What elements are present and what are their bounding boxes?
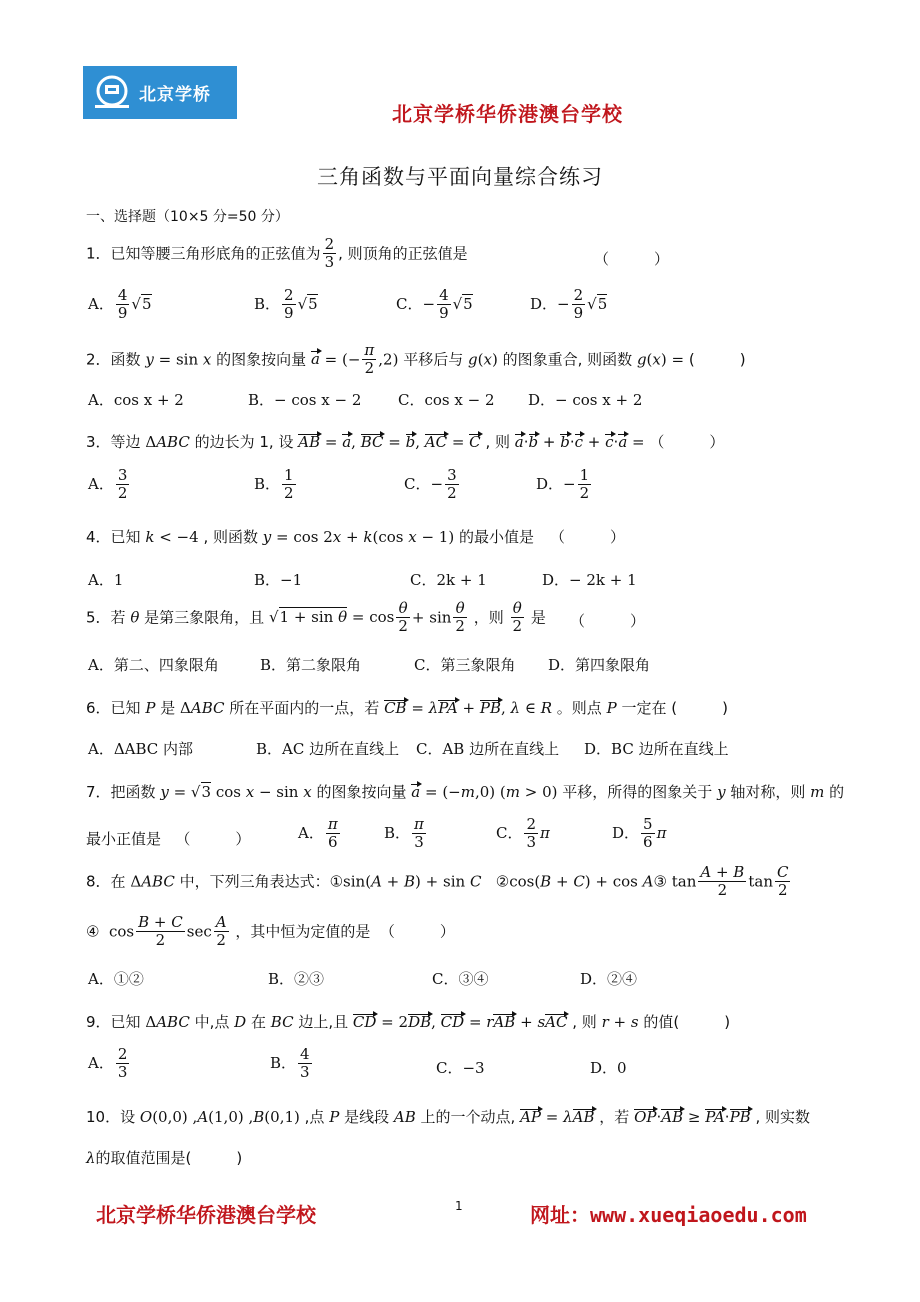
option-b: B． $\frac{2}{9}$ √5 [254,286,318,323]
option-a: A．ΔABC 内部 [88,740,194,758]
question-6: 6．已知 P 是 ΔABC 所在平面内的一点，若 CB = λPA + PB, λ ∈ R 。则点 P 一定在 ( ) [86,699,728,717]
question-9: 9．已知 ΔABC 中,点 D 在 BC 边上,且 CD = 2DB, CD = rAB + sAC , 则 r + s 的值( ) [86,1013,731,1031]
question-7-line2: 最小正值是 （ ） [86,830,251,848]
school-name-header: 北京学桥华侨港澳台学校 [392,102,623,126]
footer-school-name: 北京学桥华侨港澳台学校 [96,1203,316,1227]
option-a: A．cos x + 2 [88,391,184,409]
question-8: 8．在 ΔABC 中，下列三角表达式：①sin(A + B) + sin C ②cos(B + C) + cos A③ tan $\frac{A + B}{2}$ tan $\frac{C}{2}$ [86,863,789,900]
option-d: D．− 2k + 1 [542,571,637,589]
logo-text: 北京学桥 [139,85,211,105]
graduation-logo-icon [93,74,131,112]
option-c: C． $\frac{2}{3}$ π [496,815,550,852]
option-d: D．BC 边所在直线上 [584,740,729,758]
option-d: D．− $\frac{1}{2}$ [536,466,590,503]
option-a: A． $\frac{4}{9}$ √5 [88,286,152,323]
option-b: B．−1 [254,571,303,589]
option-c: C．− $\frac{4}{9}$ √5 [396,286,473,323]
option-b: B． $\frac{4}{3}$ [270,1045,310,1082]
question-3: 3．等边 ΔABC 的边长为 1, 设 AB = a, BC = b, AC = C , 则 a·b + b·c + c·a = （ ） [86,433,725,451]
question-1: 1．已知等腰三角形底角的正弦值为 $\frac{2}{3}$ , 则顶角的正弦值是 [86,235,468,272]
option-b: B．− cos x − 2 [248,391,362,409]
option-c: C．③④ [432,970,489,988]
option-c: C．−3 [436,1059,485,1077]
option-b: B．AC 边所在直线上 [256,740,400,758]
option-b: B．②③ [268,970,325,988]
option-d: D．②④ [580,970,638,988]
option-b: B．第二象限角 [260,656,362,674]
option-c: C．AB 边所在直线上 [416,740,560,758]
option-a: A．1 [88,571,124,589]
question-10: 10．设 O(0,0) ,A(1,0) ,B(0,1) ,点 P 是线段 AB 上的一个动点, AP = λAB ，若 OP·AB ≥ PA·PB , 则实数 [86,1108,811,1126]
footer-website: 网址：www.xueqiaoedu.com [530,1203,807,1227]
question-7: 7．把函数 y = √3 cos x − sin x 的图象按向量 a = (−m,0) (m > 0) 平移，所得的图象关于 y 轴对称，则 m 的 [86,783,845,801]
option-d: D．第四象限角 [548,656,651,674]
option-a: A．①② [88,970,144,988]
question-5: 5．若 θ 是第三象限角，且 √1 + sin θ = cos $\frac{\theta}{2}$ + sin $\frac{\theta}{2}$ ，则 $\frac{\theta}{2}$ 是 [86,599,546,636]
option-c: C．− $\frac{3}{2}$ [404,466,457,503]
question-2: 2．函数 y = sin x 的图象按向量 a = (− $\frac{\pi}{2}$ ,2) 平移后与 g(x) 的图象重合, 则函数 g(x) = ( ) [86,341,746,378]
option-b: B． $\frac{\pi}{3}$ [384,815,424,852]
answer-paren: （ ） [594,250,670,268]
page-title: 三角函数与平面向量综合练习 [317,165,603,189]
option-a: A． $\frac{\pi}{6}$ [298,815,338,852]
option-a: A．第二、四象限角 [88,656,219,674]
question-10-line2: λ的取值范围是( ) [86,1149,243,1167]
option-d: D．− cos x + 2 [528,391,643,409]
option-d: D．− $\frac{2}{9}$ √5 [530,286,608,323]
section-heading: 一、选择题（10×5 分=50 分） [86,209,289,225]
option-c: C．第三象限角 [414,656,516,674]
option-a: A． $\frac{2}{3}$ [88,1045,128,1082]
school-logo [83,66,237,119]
question-8-line2: ④ cos $\frac{B + C}{2}$ sec $\frac{A}{2}$ ，其中恒为定值的是 （ ） [86,913,455,950]
answer-paren: （ ） [570,612,646,630]
answer-paren: （ ） [550,528,626,546]
option-a: A． $\frac{3}{2}$ [88,466,128,503]
option-d: D．0 [590,1059,627,1077]
option-c: C．cos x − 2 [398,391,495,409]
option-d: D． $\frac{5}{6}$ π [612,815,667,852]
question-4: 4．已知 k < −4 , 则函数 y = cos 2x + k(cos x − 1) 的最小值是 [86,528,534,546]
page-number: 1 [455,1199,463,1213]
option-c: C．2k + 1 [410,571,487,589]
option-b: B． $\frac{1}{2}$ [254,466,294,503]
